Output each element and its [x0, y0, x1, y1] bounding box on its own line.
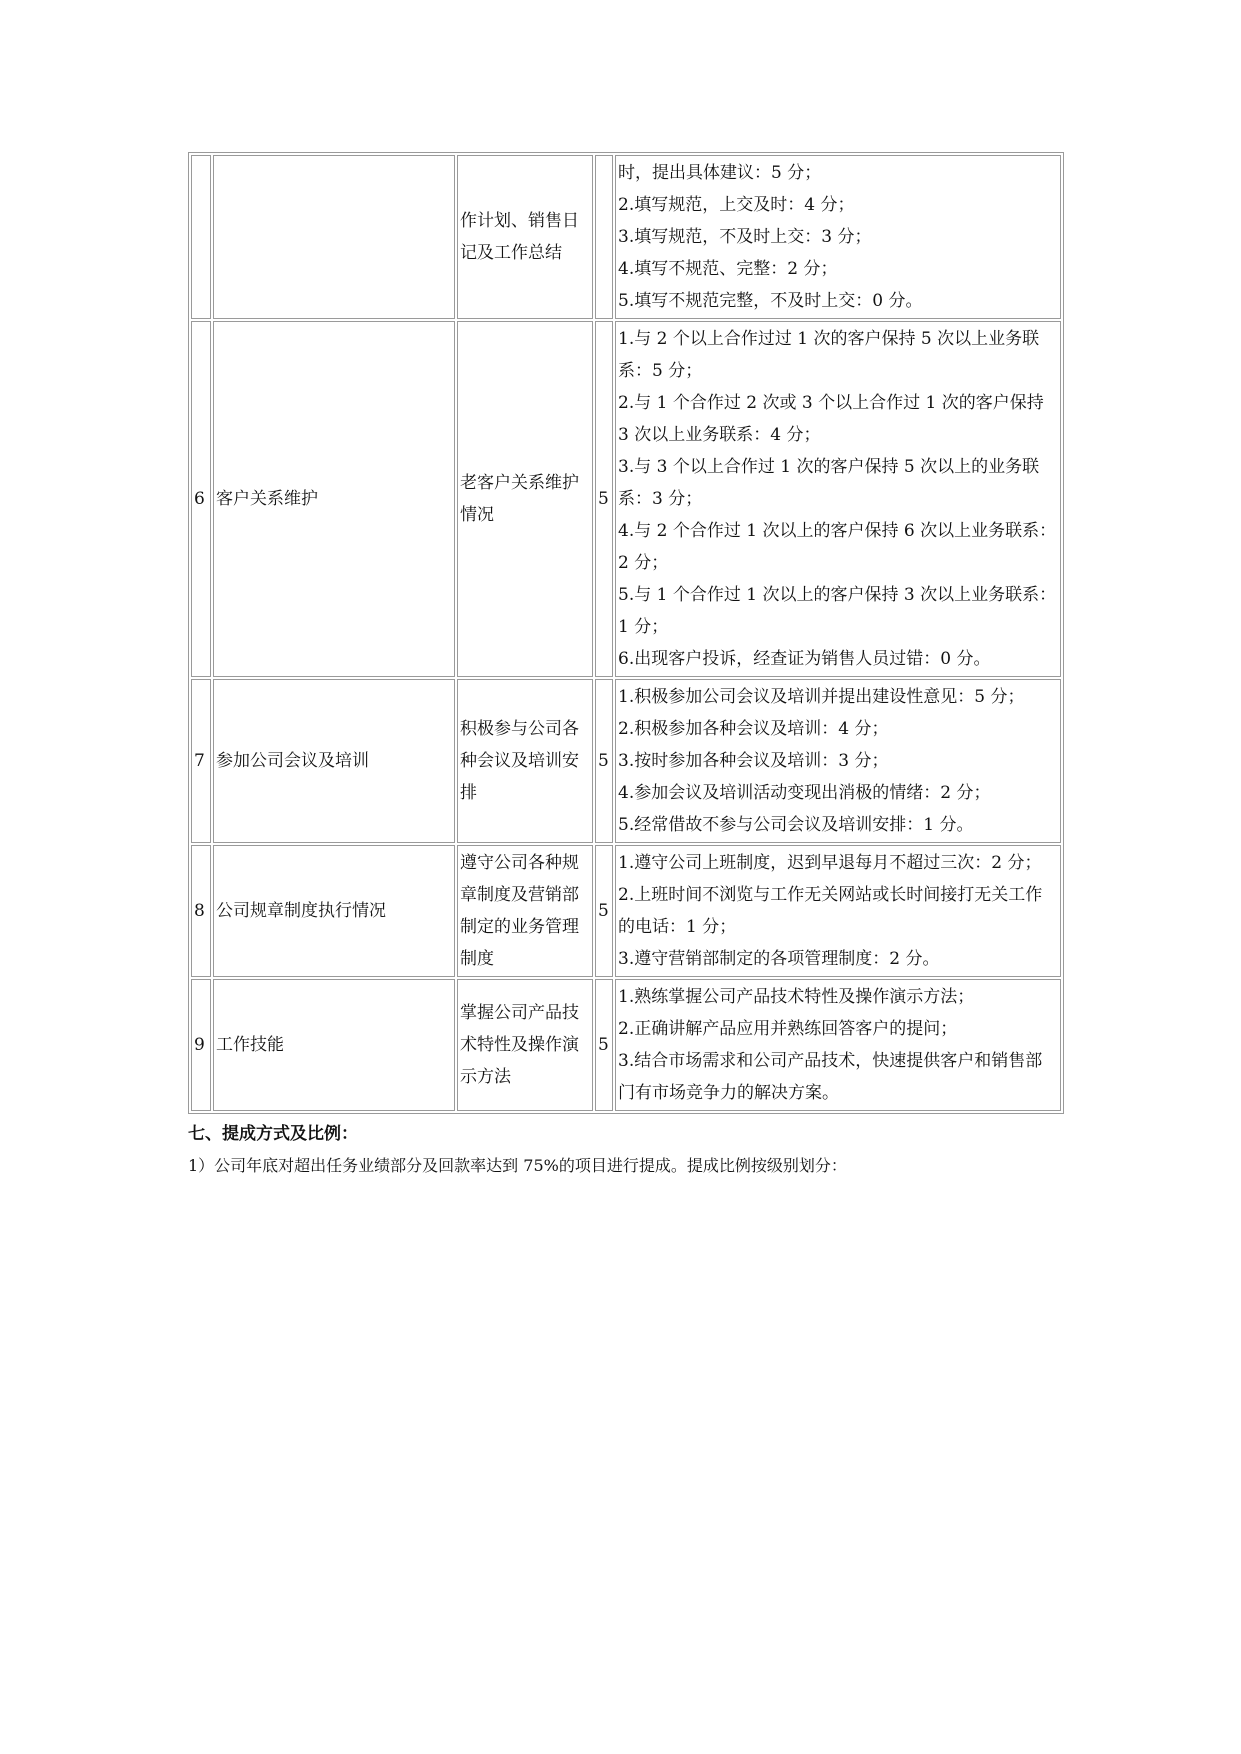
assessment-standard-cell: 老客户关系维护情况 — [457, 321, 593, 677]
scoring-rule: 3.结合市场需求和公司产品技术，快速提供客户和销售部门有市场竞争力的解决方案。 — [618, 1051, 1043, 1103]
row-number-cell: 9 — [191, 979, 211, 1111]
table-row — [191, 321, 1061, 677]
scoring-rule: 3.与 3 个以上合作过 1 次的客户保持 5 次以上的业务联系：3 分； — [618, 457, 1040, 509]
assessment-standard-cell: 作计划、销售日记及工作总结 — [457, 155, 593, 319]
scoring-rule: 5.与 1 个合作过 1 次以上的客户保持 3 次以上业务联系：1 分； — [618, 585, 1057, 637]
scoring-rule: 时，提出具体建议：5 分； — [618, 163, 822, 183]
weight-cell — [595, 155, 613, 319]
scoring-rule: 2.积极参加各种会议及培训：4 分； — [618, 719, 889, 739]
assessment-item-cell: 客户关系维护 — [213, 321, 455, 677]
scoring-rules-cell — [615, 321, 1061, 677]
scoring-rule: 1.熟练掌握公司产品技术特性及操作演示方法； — [618, 987, 975, 1007]
row-number-cell: 6 — [191, 321, 211, 677]
scoring-rule: 1.积极参加公司会议及培训并提出建设性意见：5 分； — [618, 687, 1025, 707]
section-title: 七、提成方式及比例： — [188, 1124, 358, 1144]
scoring-rule: 4.参加会议及培训活动变现出消极的情绪：2 分； — [618, 783, 991, 803]
assessment-item-cell — [213, 155, 455, 319]
assessment-item-cell: 工作技能 — [213, 979, 455, 1111]
scoring-rule: 1.遵守公司上班制度，迟到早退每月不超过三次：2 分； — [618, 853, 1042, 873]
kpi-table — [188, 152, 1064, 1114]
weight-cell: 5 — [595, 679, 613, 843]
section-paragraph: 1）公司年底对超出任务业绩部分及回款率达到 75%的项目进行提成。提成比例按级别划分： — [188, 1156, 847, 1175]
table-row — [191, 679, 1061, 843]
scoring-rule: 3.遵守营销部制定的各项管理制度：2 分。 — [618, 949, 940, 969]
scoring-rule: 6.出现客户投诉，经查证为销售人员过错：0 分。 — [618, 649, 991, 669]
assessment-standard-cell: 遵守公司各种规章制度及营销部制定的业务管理制度 — [457, 845, 593, 977]
scoring-rule: 2.填写规范，上交及时：4 分； — [618, 195, 855, 215]
row-number-cell: 7 — [191, 679, 211, 843]
assessment-item-cell: 参加公司会议及培训 — [213, 679, 455, 843]
table-row — [191, 845, 1061, 977]
table-row — [191, 979, 1061, 1111]
scoring-rules-cell — [615, 979, 1061, 1111]
scoring-rule: 5.填写不规范完整，不及时上交：0 分。 — [618, 291, 923, 311]
scoring-rule: 1.与 2 个以上合作过过 1 次的客户保持 5 次以上业务联系：5 分； — [618, 329, 1040, 381]
scoring-rules-cell — [615, 845, 1061, 977]
scoring-rule: 2.上班时间不浏览与工作无关网站或长时间接打无关工作的电话：1 分； — [618, 885, 1043, 937]
row-number-cell: 8 — [191, 845, 211, 977]
scoring-rule: 2.正确讲解产品应用并熟练回答客户的提问； — [618, 1019, 958, 1039]
table-row — [191, 155, 1061, 319]
scoring-rules-cell — [615, 679, 1061, 843]
kpi-table-body — [191, 155, 1061, 1111]
scoring-rule: 4.填写不规范、完整：2 分； — [618, 259, 838, 279]
document-page — [188, 152, 1064, 1184]
scoring-rules-cell — [615, 155, 1061, 319]
scoring-rule: 3.按时参加各种会议及培训：3 分； — [618, 751, 889, 771]
weight-cell: 5 — [595, 845, 613, 977]
assessment-standard-cell: 积极参与公司各种会议及培训安排 — [457, 679, 593, 843]
row-number-cell — [191, 155, 211, 319]
assessment-standard-cell: 掌握公司产品技术特性及操作演示方法 — [457, 979, 593, 1111]
scoring-rule: 3.填写规范，不及时上交：3 分； — [618, 227, 872, 247]
weight-cell: 5 — [595, 979, 613, 1111]
scoring-rule: 2.与 1 个合作过 2 次或 3 个以上合作过 1 次的客户保持 3 次以上业务联系：4 分； — [618, 393, 1044, 445]
weight-cell: 5 — [595, 321, 613, 677]
scoring-rule: 4.与 2 个合作过 1 次以上的客户保持 6 次以上业务联系：2 分； — [618, 521, 1057, 573]
scoring-rule: 5.经常借故不参与公司会议及培训安排：1 分。 — [618, 815, 974, 835]
assessment-item-cell: 公司规章制度执行情况 — [213, 845, 455, 977]
